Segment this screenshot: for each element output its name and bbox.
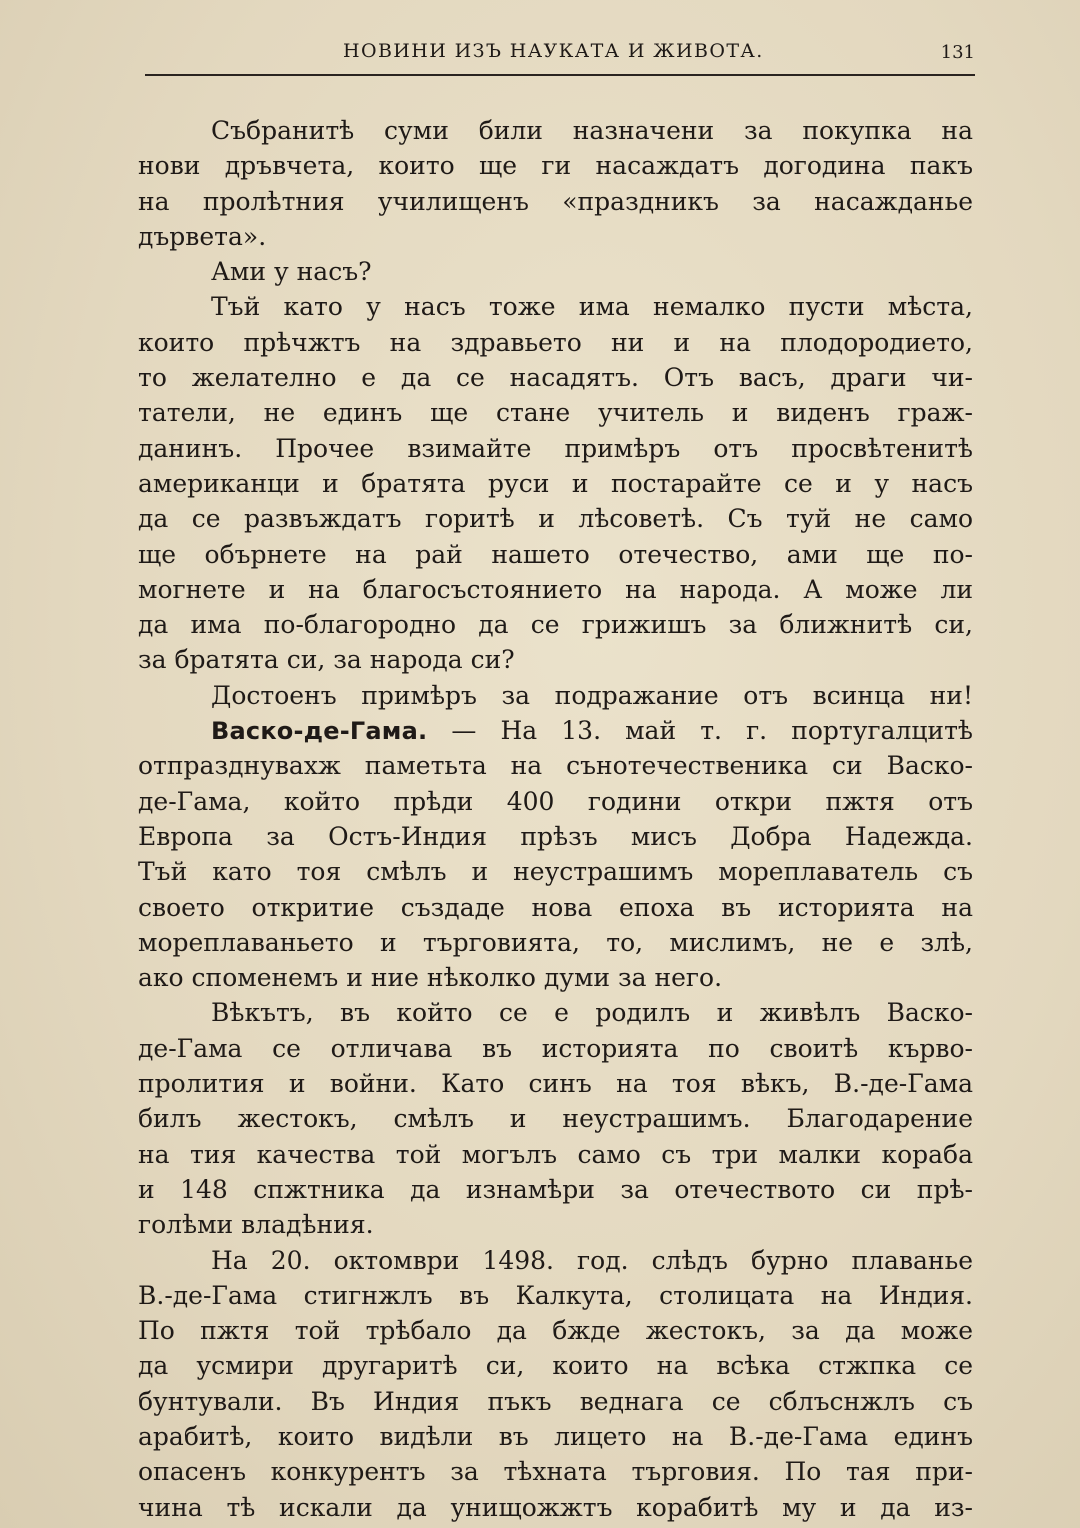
- text-line: Тъй като у насъ тоже има немалко пусти мѣста,: [211, 292, 973, 322]
- text-line: за братята си, за народа си?: [138, 645, 515, 675]
- text-line: отпразднувахж паметьта на сънотечественика си Васко-: [138, 751, 973, 781]
- text-line: Събранитѣ суми били назначени за покупка на: [211, 116, 973, 145]
- text-line: де-Гама се отличава въ историята по своитѣ кърво-: [138, 1033, 973, 1063]
- text-line: дървета».: [138, 221, 267, 251]
- text-line: данинъ. Прочее взимайте примѣръ отъ просвѣтенитѣ: [138, 433, 973, 463]
- text-line: чина тѣ искали да унищожжтъ корабитѣ му и да из-: [138, 1492, 973, 1522]
- text-line: които прѣчжтъ на здравьето ни и на плодородието,: [138, 327, 973, 357]
- text-line: да усмири другаритѣ си, които на всѣка стжпка се: [138, 1351, 973, 1381]
- text-line: то желателно е да се насадятъ. Отъ васъ, драги чи-: [138, 363, 973, 393]
- text-line: и 148 спжтника да изнамѣри за отечеството си прѣ-: [138, 1174, 973, 1204]
- text-line: Достоенъ примѣръ за подражание отъ всинца ни!: [211, 680, 973, 710]
- text-line: своето откритие създаде нова епоха въ историята на: [138, 892, 973, 922]
- text-line: Тъй като тоя смѣлъ и неустрашимъ мореплаватель съ: [138, 857, 973, 887]
- article-body: [138, 113, 973, 1525]
- text-line: могнете и на благосъстоянието на народа. А може ли: [138, 574, 973, 604]
- text-line: ако споменемъ и ние нѣколко думи за него.: [138, 963, 723, 993]
- text-line: По пжтя той трѣбало да бжде жестокъ, за да може: [138, 1316, 973, 1346]
- text-line: да се развъждатъ горитѣ и лѣсоветѣ. Съ туй не само: [138, 504, 973, 534]
- text-line: На 20. октомври 1498. год. слѣдъ бурно плаванье: [211, 1245, 973, 1275]
- text-line: пролития и войни. Като синъ на тоя вѣкъ, В.-де-Гама: [138, 1069, 973, 1099]
- text-line: Европа за Остъ-Индия прѣзъ мисъ Добра Надежда.: [138, 821, 973, 851]
- text-line: арабитѣ, които видѣли въ лицето на В.-де-Гама единъ: [138, 1421, 973, 1451]
- text-line: мореплаваньето и търговията, то, мислимъ, не е злѣ,: [138, 927, 973, 957]
- text-line: на тия качества той могълъ само съ три малки кораба: [138, 1139, 973, 1169]
- text-line: билъ жестокъ, смѣлъ и неустрашимъ. Благодарение: [138, 1104, 973, 1134]
- text-line: де-Гама, който прѣди 400 години откри пжтя отъ: [138, 786, 973, 816]
- text-line: татели, не единъ ще стане учитель и виденъ граж-: [138, 398, 973, 428]
- text-line: опасенъ конкурентъ за тѣхната търговия. По тая при-: [138, 1457, 973, 1487]
- text-line: голѣми владѣния.: [138, 1210, 374, 1240]
- section-heading: Васко-де-Гама.: [211, 717, 428, 746]
- running-title: НОВИНИ ИЗЪ НАУКАТА И ЖИВОТА.: [343, 40, 764, 62]
- text-line: нови дръвчета, които ще ги насаждатъ догодина пакъ: [138, 151, 973, 181]
- text-line: Вѣкътъ, въ който се е родилъ и живѣлъ Васко-: [211, 998, 973, 1028]
- text-line: Ами у насъ?: [211, 257, 372, 287]
- text-line: В.-де-Гама стигнжлъ въ Калкута, столицата на Индия.: [138, 1280, 973, 1310]
- page-header: [145, 40, 975, 76]
- page-number: 131: [940, 42, 975, 63]
- text-line: на пролѣтния училищенъ «праздникъ за насажданье: [138, 186, 973, 216]
- text-line: американци и братята руси и постарайте се и у насъ: [138, 468, 973, 498]
- text-line: ще обърнете на рай нашето отечество, ами ще по-: [138, 539, 973, 569]
- section-heading-line: [138, 713, 973, 748]
- text-line: да има по-благородно да се грижишъ за ближнитѣ си,: [138, 610, 973, 640]
- text-line: бунтували. Въ Индия пъкъ веднага се сблъснжлъ съ: [138, 1386, 973, 1416]
- text-span: — На 13. май т. г. португалцитѣ: [451, 716, 973, 746]
